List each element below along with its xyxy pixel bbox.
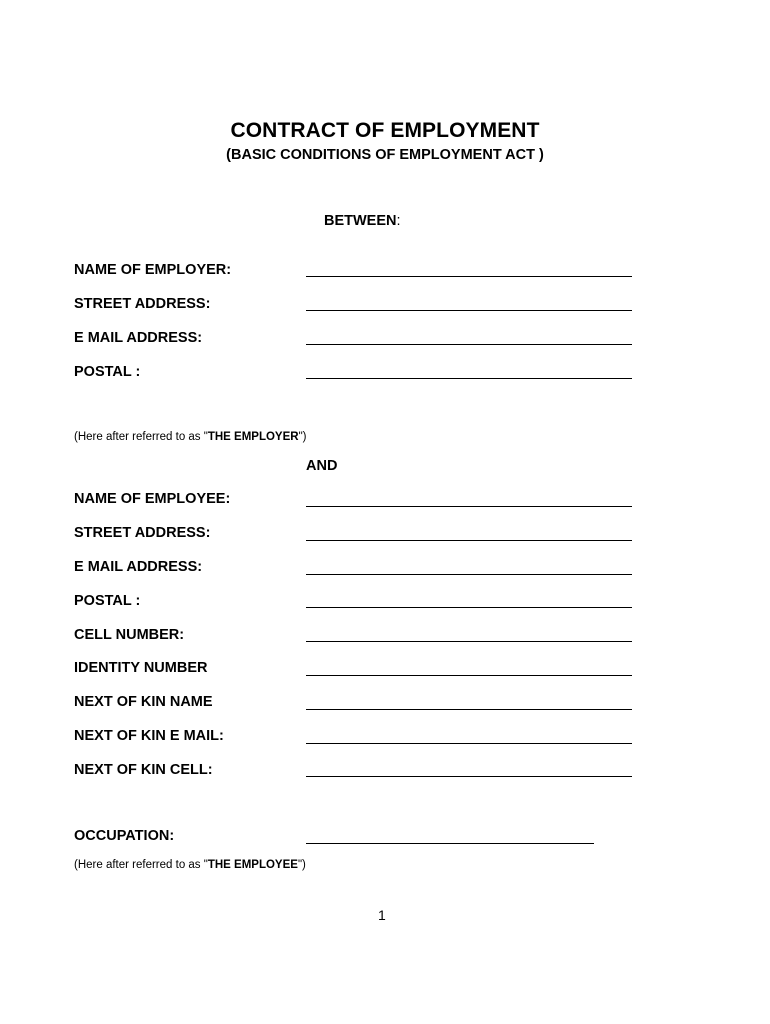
employee-note-prefix: (Here after referred to as " — [74, 859, 208, 871]
next-of-kin-name-field[interactable] — [306, 709, 632, 710]
employee-email-label: E MAIL ADDRESS: — [74, 559, 203, 575]
employee-note-suffix: ") — [297, 859, 306, 871]
employee-email-field[interactable] — [306, 574, 632, 575]
employee-street-address-label: STREET ADDRESS: — [74, 525, 211, 541]
between-colon: : — [396, 213, 401, 229]
employer-street-address-label: STREET ADDRESS: — [74, 296, 211, 312]
next-of-kin-email-field[interactable] — [306, 743, 632, 744]
page-number: 1 — [378, 907, 386, 923]
employer-postal-field[interactable] — [306, 378, 632, 379]
and-heading: AND — [306, 458, 338, 474]
employer-email-field[interactable] — [306, 344, 632, 345]
occupation-field[interactable] — [306, 843, 594, 844]
employee-identity-number-field[interactable] — [306, 675, 632, 676]
between-label: BETWEEN — [324, 213, 397, 229]
employee-postal-label: POSTAL : — [74, 593, 141, 609]
employer-street-address-field[interactable] — [306, 310, 632, 311]
employee-street-address-field[interactable] — [306, 540, 632, 541]
employee-reference-note — [74, 859, 306, 871]
employer-note-suffix: ") — [298, 431, 307, 443]
next-of-kin-cell-field[interactable] — [306, 776, 632, 777]
employer-note-prefix: (Here after referred to as " — [74, 431, 208, 443]
between-heading — [324, 213, 401, 229]
employer-postal-label: POSTAL : — [74, 364, 141, 380]
next-of-kin-cell-label: NEXT OF KIN CELL: — [74, 762, 213, 778]
employee-name-field[interactable] — [306, 506, 632, 507]
employee-note-term: THE EMPLOYEE — [207, 859, 298, 871]
employee-name-label: NAME OF EMPLOYEE: — [74, 491, 231, 507]
next-of-kin-name-label: NEXT OF KIN NAME — [74, 694, 213, 710]
employee-cell-number-label: CELL NUMBER: — [74, 627, 185, 643]
employee-cell-number-field[interactable] — [306, 641, 632, 642]
employer-name-label: NAME OF EMPLOYER: — [74, 262, 232, 278]
document-title: CONTRACT OF EMPLOYMENT — [230, 119, 540, 142]
employer-reference-note — [74, 431, 306, 443]
next-of-kin-email-label: NEXT OF KIN E MAIL: — [74, 728, 224, 744]
document-subtitle: (BASIC CONDITIONS OF EMPLOYMENT ACT ) — [226, 147, 544, 163]
employer-name-field[interactable] — [306, 276, 632, 277]
employee-postal-field[interactable] — [306, 607, 632, 608]
employer-email-label: E MAIL ADDRESS: — [74, 330, 203, 346]
employer-note-term: THE EMPLOYER — [207, 431, 299, 443]
employee-identity-number-label: IDENTITY NUMBER — [74, 660, 208, 676]
occupation-label: OCCUPATION: — [74, 828, 175, 844]
